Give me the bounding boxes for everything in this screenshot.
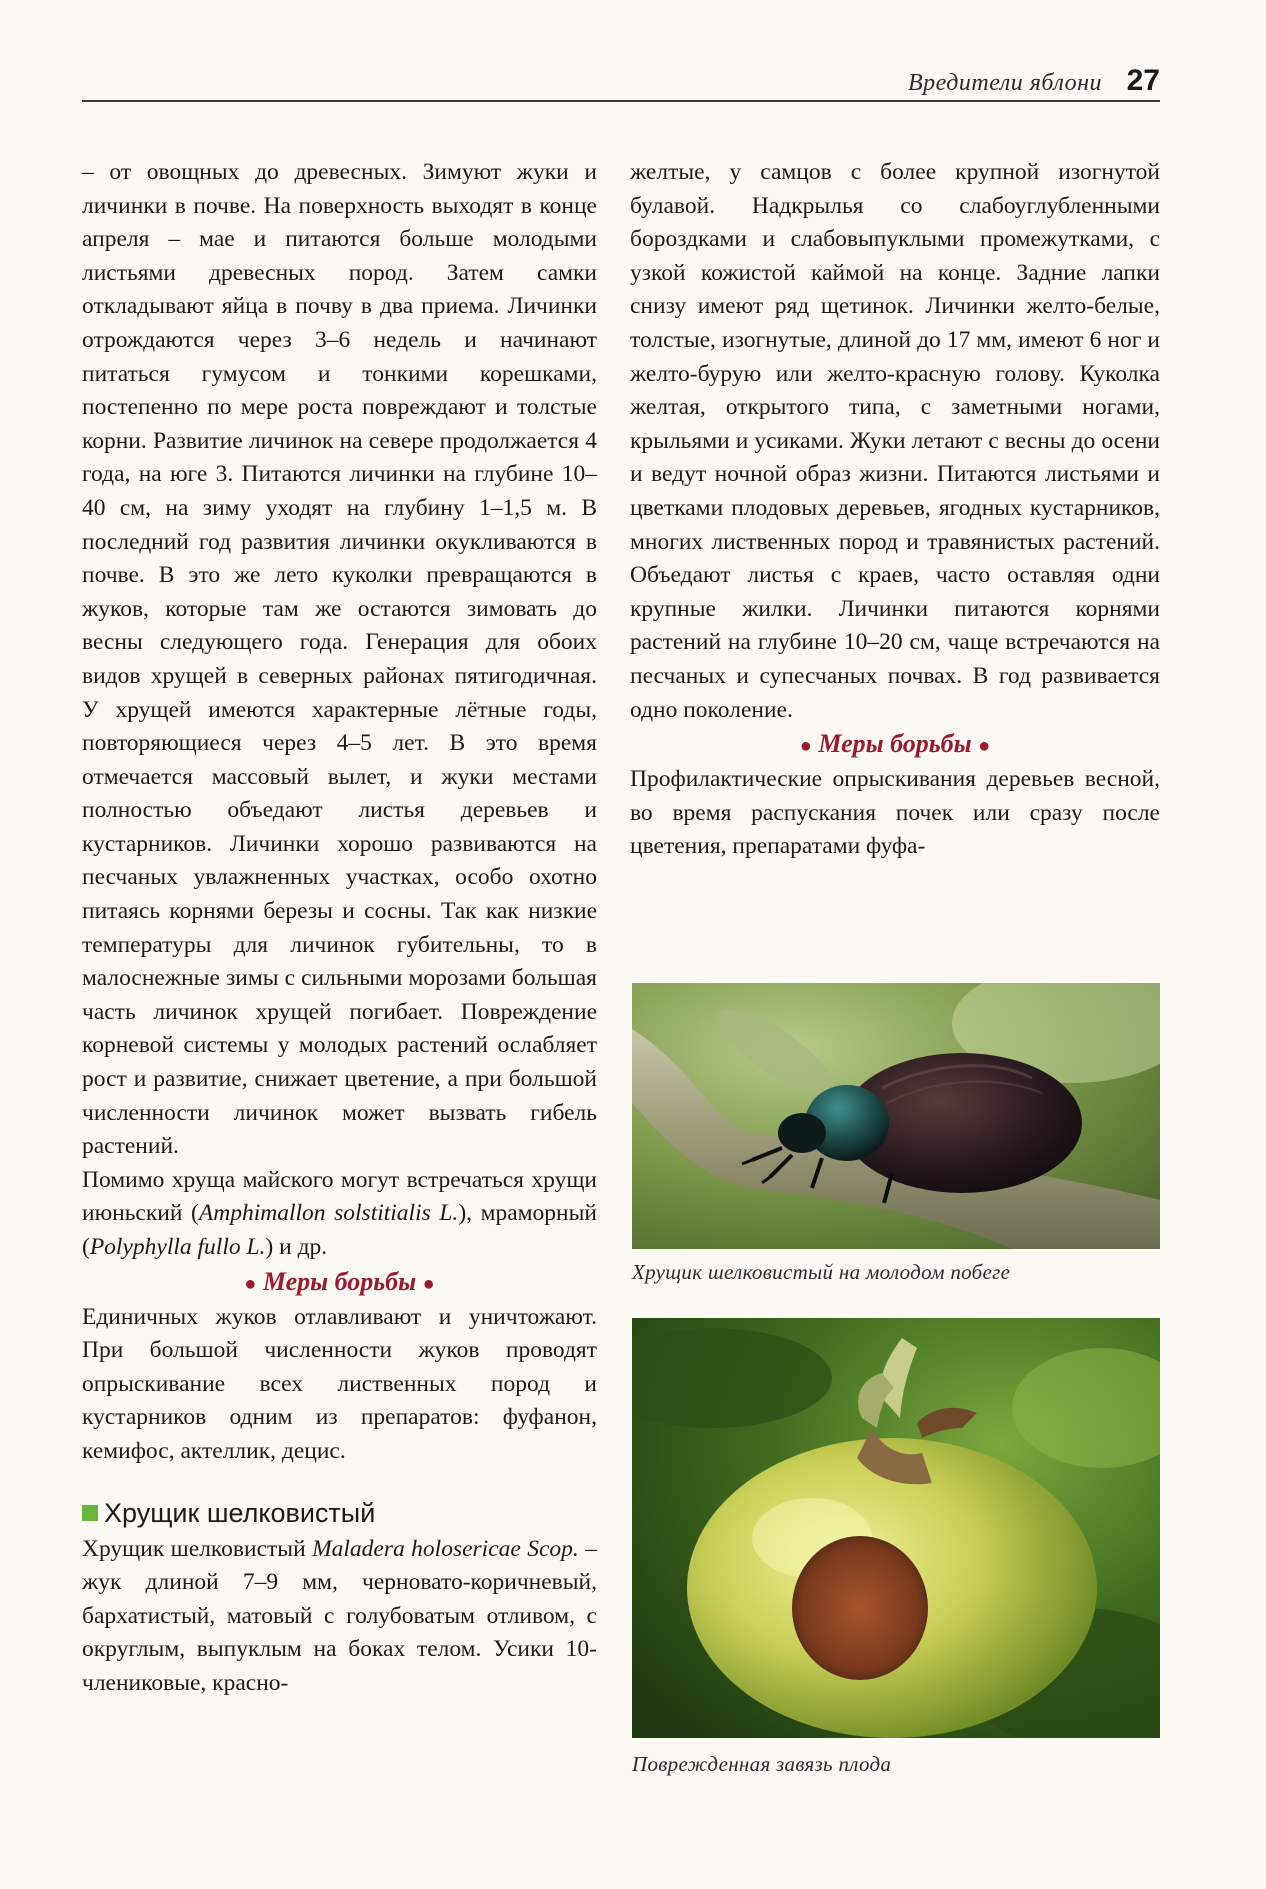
measures-heading	[630, 727, 1160, 763]
section-title	[82, 1495, 597, 1531]
right-column	[630, 156, 1160, 864]
beetle-photo	[632, 983, 1160, 1249]
running-header	[82, 60, 1160, 102]
paragraph	[82, 1533, 597, 1701]
measures-heading-label: Меры борьбы	[262, 1266, 417, 1296]
beetle-illustration	[632, 983, 1160, 1249]
text-span: ), мраморный (	[82, 1200, 597, 1260]
section-title-label: Хрущик шелковистый	[104, 1497, 376, 1528]
paragraph: – от овощных до древесных. Зимуют жуки и личинки в почве. На поверхность выходят в конце апреля – мае и питаются больше молодыми листьями древесных пород. Затем самки откладывают яйца в почву в два приема. Личинки отрождаются через 3–6 недель и начинают питаться гумусом и тонкими корешками, постепенно по мере роста повреждают и толстые корни. Развитие личинок на севере продолжается 4 года, на юге 3. Питаются личинки на глубине 10–40 см, на зиму уходят на глубину 1–1,5 м. В последний год развития личинки окукливаются в почве. В это же лето куколки превращаются в жуков, которые там же остаются зимовать до весны следующего года. Генерация для обоих видов хрущей в северных районах пятигодичная. У хрущей имеются характерные лётные годы, повторяющиеся через 4–5 лет. В это время отмечается массовый вылет, и жуки местами полностью объедают листья деревьев и кустарников. Личинки хорошо развиваются на песчаных увлажненных участках, особо охотно питаясь корнями березы и сосны. Так как низкие температуры для личинок губительны, то в малоснежные зимы с сильными морозами большая часть личинок хрущей погибает. Повреждение корневой системы у молодых растений ослабляет рост и развитие, снижает цветение, а при большой численности личинок может вызвать гибель растений.	[82, 159, 597, 1160]
paragraph	[82, 1164, 597, 1265]
latin-name: Amphimallon solstitialis L.	[198, 1200, 459, 1227]
measures-heading	[82, 1265, 597, 1301]
text-span: – жук длиной 7–9 мм, черновато-коричневый, бархатистый, матовый с голубоватым отливом, с округлым, выпуклым на боках телом. Усики 10-члениковые, красно-	[82, 1535, 597, 1696]
figure-caption: Поврежденная завязь плода	[632, 1752, 892, 1776]
latin-name: Polyphylla fullo L.	[89, 1234, 266, 1260]
page-number: 27	[1126, 64, 1160, 97]
bullet-icon: ●	[799, 735, 812, 758]
figure-caption: Хрущик шелковистый на молодом побеге	[632, 1260, 1011, 1284]
paragraph: желтые, у самцов с более крупной изогнутой булавой. Надкрылья со слабоуглубленными бороздками и слабовыпуклыми промежутками, с узкой кожистой каймой на конце. Задние лапки снизу имеют ряд щетинок. Личинки желто-белые, толстые, изогнутые, длиной до 17 мм, имеют 6 ног и желто-бурую или желто-красную голову. Куколка желтая, открытого типа, с заметными ногами, крыльями и усиками. Жуки летают с весны до осени и ведут ночной образ жизни. Питаются листьями и цветками плодовых деревьев, ягодных кустарников, многих лиственных пород и травянистых растений. Объедают листья с краев, часто оставляя одни крупные жилки. Личинки питаются корнями растений на глубине 10–20 см, чаще встречаются на песчаных и супесчаных почвах. В год развивается одно поколение.	[630, 159, 1160, 723]
text-span: Помимо хруща майского могут встречаться хрущи июньский (	[82, 1166, 597, 1227]
text-span: Хрущик шелковистый	[82, 1535, 313, 1562]
bullet-icon: ●	[244, 1272, 257, 1295]
running-title: Вредители яблони	[908, 70, 1102, 96]
latin-name: Maladera holosericae Scop.	[312, 1535, 579, 1562]
bullet-icon: ●	[978, 735, 991, 758]
paragraph: Единичных жуков отлавливают и уничтожают. При большой численности жуков проводят опрыскивание всех лиственных пород и кустарников одним из препаратов: фуфанон, кемифос, актеллик, децис.	[82, 1303, 597, 1464]
bullet-icon: ●	[422, 1272, 435, 1295]
fruit-photo	[632, 1318, 1160, 1738]
left-column	[82, 156, 597, 1701]
green-square-icon	[82, 1505, 98, 1521]
paragraph: Профилактические опрыскивания деревьев весной, во время распускания почек или сразу после цветения, препаратами фуфа-	[630, 766, 1160, 860]
measures-heading-label: Меры борьбы	[818, 729, 972, 759]
fruit-illustration	[632, 1318, 1160, 1738]
text-span: ) и др.	[265, 1234, 328, 1260]
